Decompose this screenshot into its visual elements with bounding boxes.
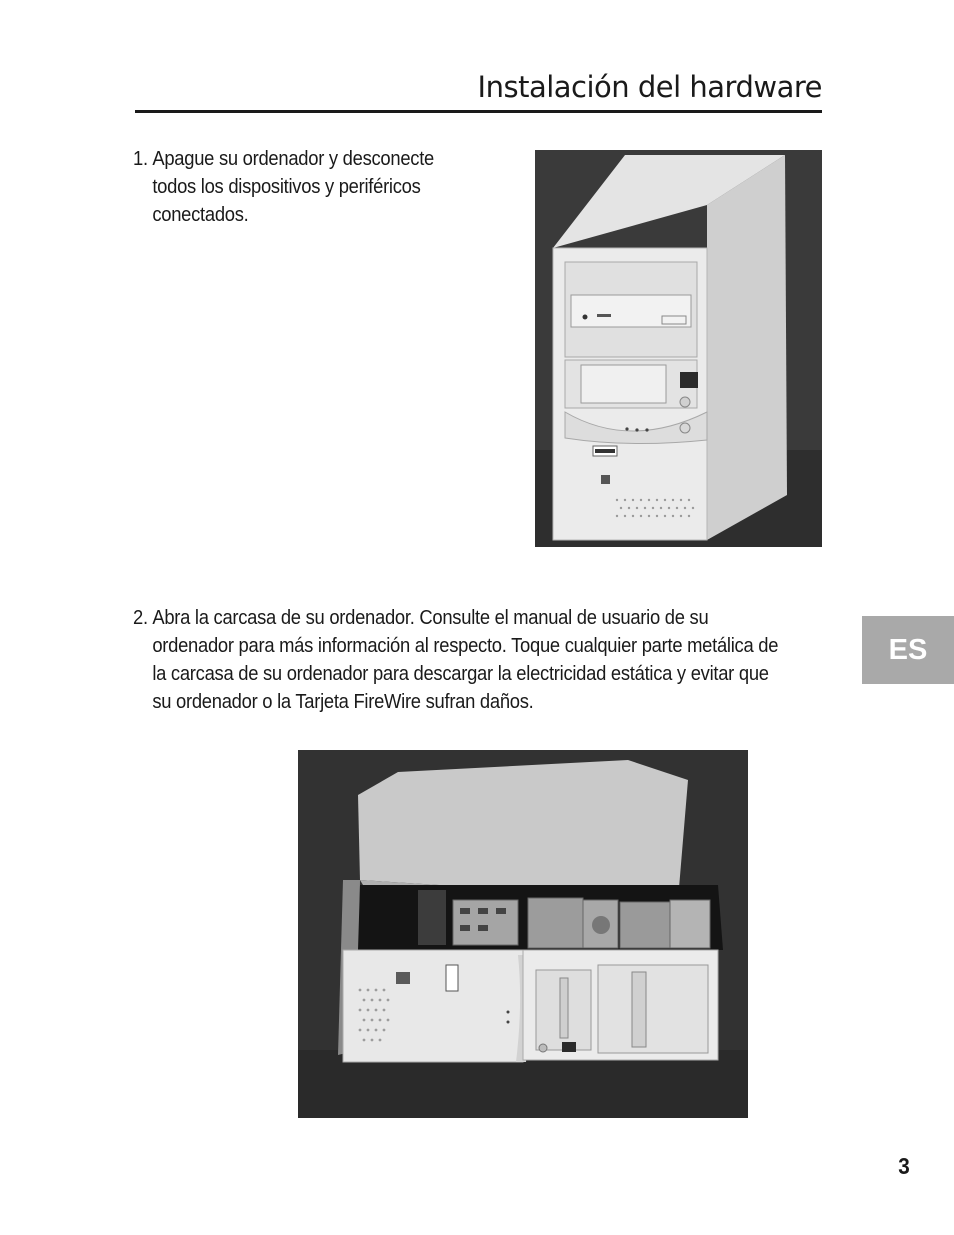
step-number: 2. [133,607,148,629]
step-number: 1. [133,148,148,170]
title-rule [135,110,822,113]
page-number: 3 [898,1153,910,1179]
tower-computer-photo [535,150,822,547]
step-text: Apague su ordenador y desconecte todos los dispositivos y periféricos conectados. [152,148,435,226]
instruction-step-2 [133,604,782,716]
page-title: Instalación del hardware [477,70,822,104]
step-text: Abra la carcasa de su ordenador. Consulte el manual de usuario de su ordenador para más información al respecto. Toque cualquier parte metálica de la carcasa de su ordenador para descargar la electricidad estática y evitar que su ordenador o la Tarjeta FireWire sufran daños. [152,607,779,713]
open-computer-case-photo [298,750,748,1118]
language-tab [862,616,954,684]
language-tab-label: ES [888,633,928,666]
instruction-step-1 [133,145,473,229]
